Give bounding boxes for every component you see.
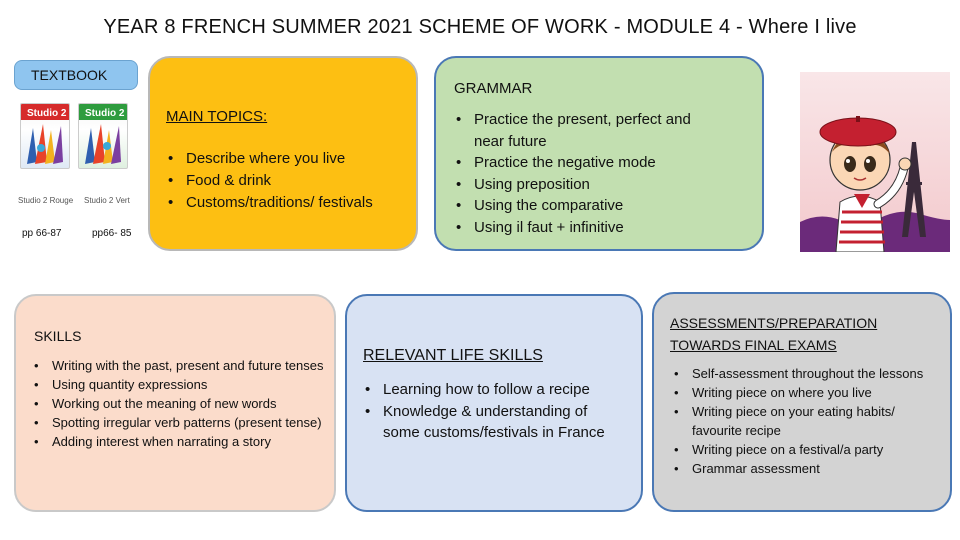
list-item: • Practice the present, perfect and near future <box>452 109 722 152</box>
book-pages-vert: pp66- 85 <box>92 228 132 239</box>
life-skills-list <box>361 379 623 444</box>
book-rouge-art <box>21 104 69 168</box>
list-item: • Describe where you live <box>164 148 414 170</box>
life-skills-panel <box>345 294 643 512</box>
list-item: • Adding interest when narrating a story <box>30 432 326 451</box>
list-item: • Using preposition <box>452 174 722 196</box>
list-item: • Customs/traditions/ festivals <box>164 192 414 214</box>
main-topics-heading: MAIN TOPICS: <box>166 108 268 125</box>
list-item: • Food & drink <box>164 170 414 192</box>
list-item: • Writing piece on a festival/a party <box>670 440 932 459</box>
grammar-list <box>452 109 722 238</box>
french-boy-illustration <box>800 72 950 252</box>
skills-list <box>30 356 326 451</box>
list-item: • Working out the meaning of new words <box>30 394 326 413</box>
list-item: • Learning how to follow a recipe <box>361 379 623 401</box>
textbook-label: TEXTBOOK <box>14 60 138 90</box>
page-title: YEAR 8 FRENCH SUMMER 2021 SCHEME OF WORK - MODULE 4 - Where I live <box>103 16 857 38</box>
list-item: • Grammar assessment <box>670 459 932 478</box>
assessments-panel <box>652 292 952 512</box>
list-item: • Writing with the past, present and future tenses <box>30 356 326 375</box>
list-item: • Using il faut + infinitive <box>452 217 722 239</box>
assessments-heading: ASSESSMENTS/PREPARATION TOWARDS FINAL EXAMS <box>670 315 878 353</box>
main-topics-list <box>164 148 414 214</box>
list-item: • Using the comparative <box>452 195 722 217</box>
list-item: • Self-assessment throughout the lessons <box>670 364 932 383</box>
svg-text:Studio 2: Studio 2 <box>85 108 125 119</box>
book-vert-art <box>79 104 127 168</box>
book-pages-rouge: pp 66-87 <box>22 228 62 239</box>
assessments-list <box>670 364 932 478</box>
list-item: • Writing piece on your eating habits/ favourite recipe <box>670 402 932 440</box>
list-item: • Writing piece on where you live <box>670 383 932 402</box>
book-caption-vert: Studio 2 Vert <box>84 196 130 205</box>
list-item: • Using quantity expressions <box>30 375 326 394</box>
life-skills-heading: RELEVANT LIFE SKILLS <box>363 347 543 364</box>
skills-heading: SKILLS <box>34 328 82 344</box>
book-cover-rouge <box>20 103 70 169</box>
list-item: • Knowledge & understanding of some customs/festivals in France <box>361 401 623 444</box>
list-item: • Spotting irregular verb patterns (present tense) <box>30 413 326 432</box>
grammar-heading: GRAMMAR <box>454 80 533 97</box>
book-caption-rouge: Studio 2 Rouge <box>18 196 74 205</box>
book-cover-vert <box>78 103 128 169</box>
list-item: • Practice the negative mode <box>452 152 722 174</box>
svg-text:Studio 2: Studio 2 <box>27 108 67 119</box>
main-topics-panel <box>148 56 418 251</box>
grammar-panel <box>434 56 764 251</box>
french-boy-icon <box>800 72 950 252</box>
skills-panel <box>14 294 336 512</box>
